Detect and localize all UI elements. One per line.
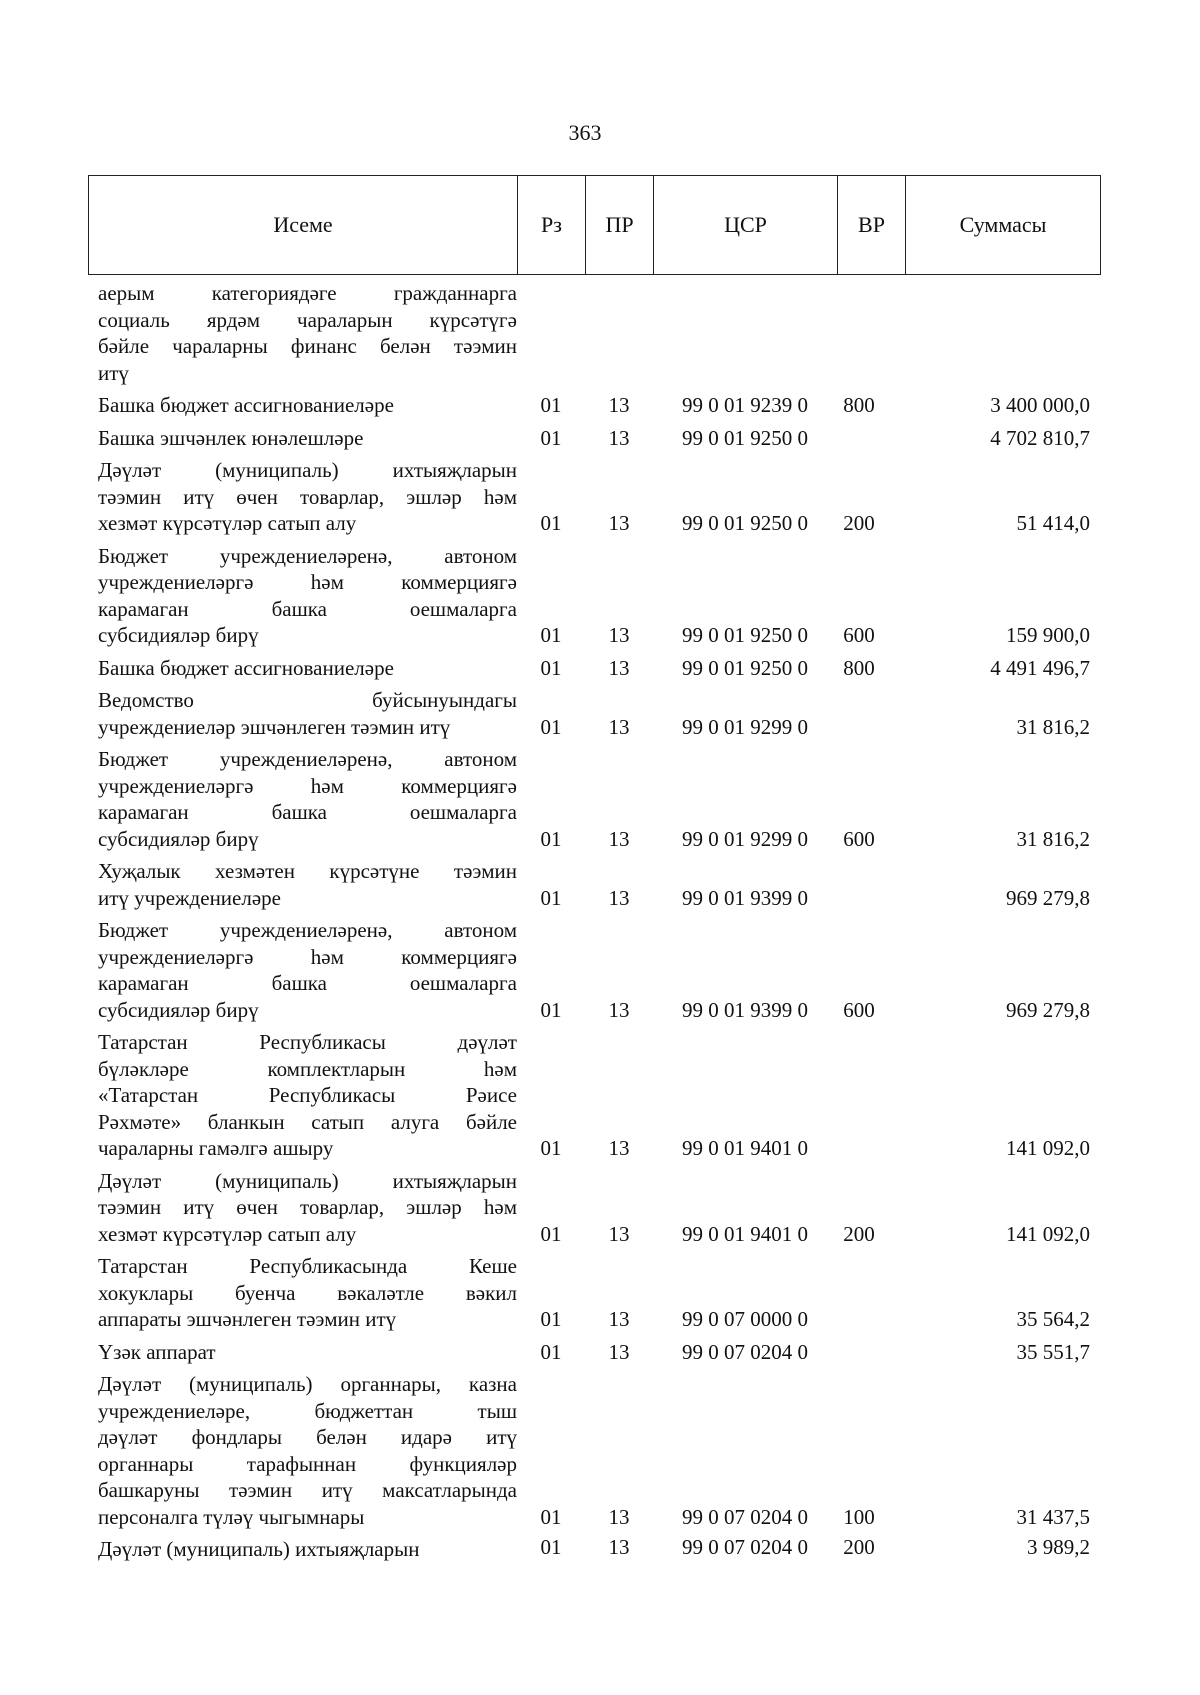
row-pr: 13 — [608, 1136, 630, 1160]
row-name-line: персоналга түләү чыгымнары — [98, 1504, 365, 1529]
row-sum: 141 092,0 — [1006, 1221, 1090, 1246]
row-pr: 13 — [608, 511, 630, 535]
row-rz: 01 — [540, 714, 562, 739]
row-name — [88, 455, 517, 541]
row-pr: 13 — [608, 623, 630, 647]
row-sum: 31 816,2 — [1016, 714, 1090, 739]
header-rz: Рз — [518, 176, 586, 275]
row-sum: 3 989,2 — [1027, 1535, 1090, 1559]
row-sum: 4 702 810,7 — [990, 425, 1090, 450]
row-sum: 969 279,8 — [1006, 885, 1090, 910]
row-name-line: Дәүләт (муниципаль) органнары, казна — [98, 1372, 517, 1396]
row-vr — [837, 1251, 905, 1337]
row-name-line: «Татарстан Республикасы Рәисе — [98, 1083, 517, 1107]
row-csr: 99 0 01 9399 0 — [682, 997, 808, 1022]
row-name-line: карамаган башка оешмаларга — [98, 800, 517, 824]
row-name-line: чараларны гамәлгә ашыру — [98, 1136, 334, 1160]
row-sum — [905, 278, 1100, 390]
row-name-line: Бюджет учреждениеләренә, автоном — [98, 543, 517, 568]
row-vr — [837, 423, 905, 456]
row-sum: 35 551,7 — [1016, 1339, 1090, 1364]
table-row — [88, 1251, 1100, 1337]
row-csr: 99 0 07 0204 0 — [682, 1504, 808, 1529]
row-name-line: учреждениеләре, бюджеттан тыш — [98, 1398, 517, 1423]
row-rz: 01 — [540, 1339, 562, 1364]
table-row — [88, 856, 1100, 915]
row-vr: 600 — [843, 826, 875, 851]
row-csr: 99 0 01 9299 0 — [682, 826, 808, 851]
row-pr: 13 — [608, 393, 630, 417]
row-name-line: Бюджет учреждениеләренә, автоном — [98, 747, 517, 771]
row-rz: 01 — [540, 655, 562, 680]
row-rz — [517, 278, 585, 390]
row-csr: 99 0 07 0204 0 — [682, 1339, 808, 1364]
row-vr — [837, 1337, 905, 1370]
row-pr: 13 — [608, 885, 630, 910]
row-sum: 4 491 496,7 — [990, 655, 1090, 680]
row-name-line: бүләкләре комплектларын һәм — [98, 1056, 517, 1081]
row-vr: 200 — [843, 1535, 875, 1559]
table-row — [88, 278, 1100, 390]
row-name-line: дәүләт фондлары белән идарә итү — [98, 1425, 517, 1449]
row-name — [88, 685, 517, 744]
row-sum: 31 437,5 — [1016, 1504, 1090, 1529]
row-sum: 159 900,0 — [1006, 623, 1090, 647]
row-name-line: Башка бюджет ассигнованиеләре — [98, 393, 394, 417]
row-vr — [837, 856, 905, 915]
row-pr: 13 — [608, 1221, 630, 1246]
row-name — [88, 744, 517, 856]
row-name-line: Үзәк аппарат — [98, 1339, 216, 1364]
row-vr — [837, 685, 905, 744]
row-csr: 99 0 07 0204 0 — [682, 1535, 808, 1559]
row-vr: 800 — [843, 393, 875, 417]
row-name-line: учреждениеләргә һәм коммерциягә — [98, 944, 517, 969]
row-name — [88, 541, 517, 653]
row-csr: 99 0 01 9250 0 — [682, 623, 808, 647]
row-vr — [837, 278, 905, 390]
row-name-line: Дәүләт (муниципаль) ихтыяҗларын — [98, 1537, 420, 1561]
row-pr — [585, 278, 653, 390]
row-sum: 141 092,0 — [1006, 1136, 1090, 1160]
row-name-line: Татарстан Республикасында Кеше — [98, 1254, 517, 1278]
row-name — [88, 1337, 517, 1370]
row-name — [88, 1251, 517, 1337]
row-name — [88, 1027, 517, 1166]
row-name-line: Татарстан Республикасы дәүләт — [98, 1030, 517, 1054]
row-name-line: учреждениеләр эшчәнлеген тәэмин итү — [98, 714, 451, 739]
row-vr: 600 — [843, 997, 875, 1022]
row-name-line: аппараты эшчәнлеген тәэмин итү — [98, 1307, 397, 1331]
row-pr: 13 — [608, 714, 630, 739]
row-name-line: Башка эшчәнлек юнәлешләре — [98, 425, 364, 450]
table-row — [88, 455, 1100, 541]
page-number: 363 — [568, 120, 602, 145]
row-rz: 01 — [540, 997, 562, 1022]
table-row — [88, 653, 1100, 686]
row-name-line: карамаган башка оешмаларга — [98, 596, 517, 621]
row-name-line: итү учреждениеләре — [98, 885, 281, 910]
row-rz: 01 — [540, 826, 562, 851]
row-name-line: аерым категориядәге гражданнарга — [98, 281, 517, 305]
table-row — [88, 744, 1100, 856]
row-name-line: Дәүләт (муниципаль) ихтыяҗларын — [98, 458, 517, 482]
row-name-line: хезмәт күрсәтүләр сатып алу — [98, 1221, 357, 1246]
row-vr: 200 — [843, 1221, 875, 1246]
header-sum: Суммасы — [906, 176, 1101, 275]
row-name — [88, 390, 517, 423]
row-csr — [653, 278, 837, 390]
row-pr: 13 — [608, 1504, 630, 1529]
row-rz: 01 — [540, 1136, 562, 1160]
row-sum: 31 816,2 — [1016, 826, 1090, 851]
row-csr: 99 0 01 9401 0 — [682, 1221, 808, 1246]
row-name — [88, 856, 517, 915]
row-name-line: Рәхмәте» бланкын сатып алуга бәйле — [98, 1109, 517, 1134]
row-rz: 01 — [540, 511, 562, 535]
row-csr: 99 0 01 9250 0 — [682, 425, 808, 450]
row-name-line: башкаруны тәэмин итү максатларында — [98, 1478, 517, 1502]
row-name-line: Бюджет учреждениеләренә, автоном — [98, 918, 517, 942]
row-csr: 99 0 01 9250 0 — [682, 655, 808, 680]
row-rz: 01 — [540, 393, 562, 417]
row-name — [88, 278, 517, 390]
table-row — [88, 1534, 1100, 1567]
row-name-line: Ведомство буйсынуындагы — [98, 688, 517, 712]
row-rz: 01 — [540, 623, 562, 647]
row-pr: 13 — [608, 1535, 630, 1559]
row-vr: 600 — [843, 623, 875, 647]
row-pr: 13 — [608, 655, 630, 680]
row-rz: 01 — [540, 1504, 562, 1529]
table-row — [88, 541, 1100, 653]
row-name-line: субсидияләр бирү — [98, 826, 259, 851]
row-sum: 51 414,0 — [1016, 511, 1090, 535]
table-row — [88, 1369, 1100, 1534]
row-name-line: хокуклары буенча вәкаләтле вәкил — [98, 1280, 517, 1305]
row-name — [88, 1369, 517, 1534]
row-vr: 200 — [843, 511, 875, 535]
row-rz: 01 — [540, 425, 562, 450]
row-rz: 01 — [540, 1535, 562, 1559]
row-name-line: хезмәт күрсәтүләр сатып алу — [98, 511, 357, 535]
table-row — [88, 1027, 1100, 1166]
row-csr: 99 0 01 9239 0 — [682, 393, 808, 417]
row-name-line: итү — [98, 360, 129, 385]
row-name-line: тәэмин итү өчен товарлар, эшләр һәм — [98, 484, 517, 509]
row-name-line: Дәүләт (муниципаль) ихтыяҗларын — [98, 1168, 517, 1193]
row-sum: 3 400 000,0 — [990, 393, 1090, 417]
row-name — [88, 1534, 517, 1567]
header-csr: ЦСР — [654, 176, 838, 275]
table-row — [88, 685, 1100, 744]
row-pr: 13 — [608, 826, 630, 851]
header-vr: ВР — [838, 176, 906, 275]
row-csr: 99 0 07 0000 0 — [682, 1307, 808, 1331]
row-vr: 100 — [843, 1504, 875, 1529]
table-header — [88, 175, 1101, 275]
row-csr: 99 0 01 9399 0 — [682, 885, 808, 910]
row-pr: 13 — [608, 997, 630, 1022]
table-row — [88, 390, 1100, 423]
row-name-line: учреждениеләргә һәм коммерциягә — [98, 773, 517, 798]
row-name-line: Башка бюджет ассигнованиеләре — [98, 655, 394, 680]
row-name-line: Хуҗалык хезмәтен күрсәтүне тәэмин — [98, 859, 517, 883]
header-pr: ПР — [586, 176, 654, 275]
row-name-line: тәэмин итү өчен товарлар, эшләр һәм — [98, 1195, 517, 1219]
table-row — [88, 423, 1100, 456]
table-row — [88, 915, 1100, 1027]
row-pr: 13 — [608, 1339, 630, 1364]
row-name-line: субсидияләр бирү — [98, 623, 259, 647]
row-name-line: органнары тарафыннан функцияләр — [98, 1451, 517, 1476]
row-name — [88, 915, 517, 1027]
row-name — [88, 423, 517, 456]
table-row — [88, 1166, 1100, 1252]
row-csr: 99 0 01 9250 0 — [682, 511, 808, 535]
row-sum: 969 279,8 — [1006, 997, 1090, 1022]
row-pr: 13 — [608, 425, 630, 450]
table-row — [88, 1337, 1100, 1370]
row-rz: 01 — [540, 1221, 562, 1246]
row-name — [88, 653, 517, 686]
row-pr: 13 — [608, 1307, 630, 1331]
header-name: Исеме — [89, 176, 518, 275]
row-name-line: социаль ярдәм чараларын күрсәтүгә — [98, 307, 517, 332]
row-name-line: субсидияләр бирү — [98, 997, 259, 1022]
row-csr: 99 0 01 9401 0 — [682, 1136, 808, 1160]
row-sum: 35 564,2 — [1016, 1307, 1090, 1331]
row-name — [88, 1166, 517, 1252]
row-name-line: карамаган башка оешмаларга — [98, 971, 517, 995]
row-name-line: учреждениеләргә һәм коммерциягә — [98, 570, 517, 594]
row-csr: 99 0 01 9299 0 — [682, 714, 808, 739]
budget-table — [88, 278, 1100, 1567]
row-name-line: бәйле чараларны финанс белән тәэмин — [98, 334, 517, 358]
row-rz: 01 — [540, 1307, 562, 1331]
row-vr — [837, 1027, 905, 1166]
row-rz: 01 — [540, 885, 562, 910]
row-vr: 800 — [843, 655, 875, 680]
